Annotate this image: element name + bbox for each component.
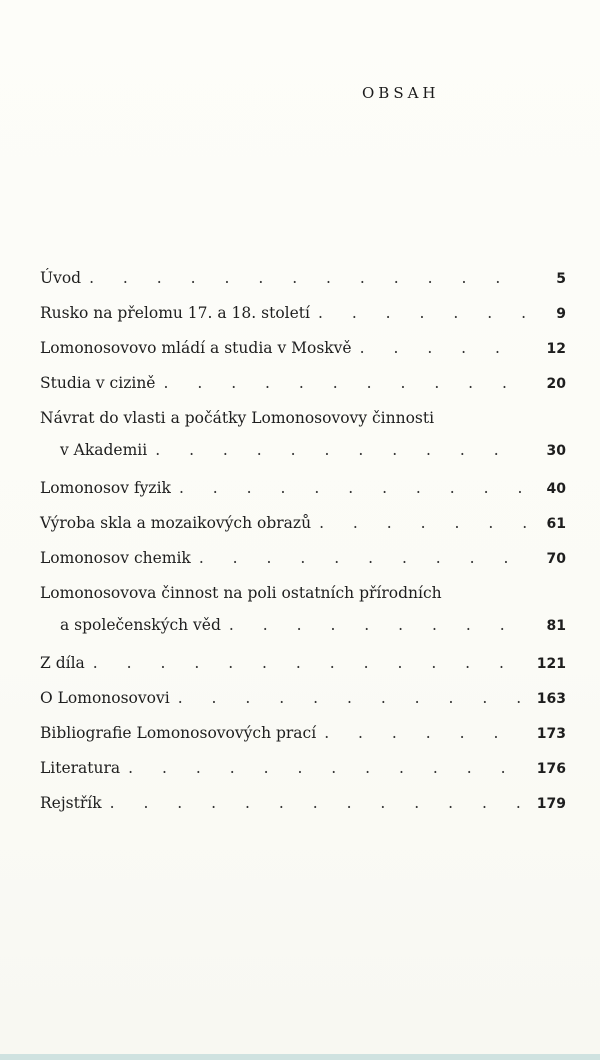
dot-leader [171, 472, 526, 504]
toc-entry-title: Výroba skla a mozaikových obrazů [40, 514, 312, 532]
toc-entry-page: 30 [546, 443, 566, 459]
toc-entry-title: O Lomonosovovi [40, 689, 170, 707]
dot-leader [352, 332, 526, 364]
toc-entry-title: Rusko na přelomu 17. a 18. století [40, 304, 310, 322]
toc-entry [40, 262, 566, 297]
toc-entry [40, 367, 566, 402]
toc-entry [40, 647, 566, 682]
dot-leader [120, 752, 526, 784]
dot-leader [311, 507, 526, 539]
toc-entry-title: Studia v cizině [40, 374, 156, 392]
dot-leader [191, 542, 526, 574]
toc-entry-title: Lomonosov chemik [40, 549, 191, 567]
toc-entry-page: 173 [536, 726, 566, 742]
toc-entry [40, 682, 566, 717]
toc-entry-page: 176 [536, 761, 566, 777]
toc-entry [40, 402, 566, 472]
toc-entry-page: 163 [536, 691, 566, 707]
toc-entry-page: 9 [556, 306, 566, 322]
toc-entry [40, 507, 566, 542]
dot-leader [316, 717, 526, 749]
toc-entry-page: 179 [536, 796, 566, 812]
toc-entry-page: 40 [546, 481, 566, 497]
toc-entry-title: Lomonosov fyzik [40, 479, 171, 497]
toc-entry [40, 332, 566, 367]
toc-entry [40, 542, 566, 577]
toc-entry-title: Literatura [40, 759, 121, 777]
dot-leader [170, 682, 526, 714]
toc-entry-page: 81 [546, 618, 566, 634]
toc-heading: OBSAH [362, 84, 440, 102]
page-bottom-edge [0, 1054, 600, 1060]
dot-leader [102, 787, 526, 819]
dot-leader [147, 434, 526, 466]
dot-leader [155, 367, 526, 399]
toc-entry [40, 577, 566, 647]
toc-entry-title: Bibliografie Lomonosovových prací [40, 724, 317, 742]
toc-entry-title-continued: a společenských věd [60, 616, 221, 634]
table-of-contents [40, 262, 566, 822]
dot-leader [310, 297, 526, 329]
toc-entry [40, 297, 566, 332]
toc-entry [40, 472, 566, 507]
dot-leader [81, 262, 526, 294]
dot-leader [221, 609, 526, 641]
toc-entry-title: Návrat do vlasti a počátky Lomonosovovy činnosti [40, 409, 435, 427]
toc-entry [40, 787, 566, 822]
toc-entry-page: 70 [546, 551, 566, 567]
toc-entry-page: 5 [556, 271, 566, 287]
toc-entry [40, 717, 566, 752]
toc-entry-title: Lomonosovova činnost na poli ostatních přírodních [40, 584, 442, 602]
toc-entry-title: Rejstřík [40, 794, 102, 812]
toc-entry-title: Z díla [40, 654, 85, 672]
dot-leader [85, 647, 526, 679]
toc-entry-title-continued: v Akademii [60, 441, 148, 459]
toc-entry-page: 121 [536, 656, 566, 672]
toc-entry-page: 12 [546, 341, 566, 357]
toc-entry-title: Lomonosovovo mládí a studia v Moskvě [40, 339, 352, 357]
toc-entry-page: 61 [546, 516, 566, 532]
toc-entry-title: Úvod [40, 269, 82, 287]
toc-entry-page: 20 [546, 376, 566, 392]
toc-entry [40, 752, 566, 787]
